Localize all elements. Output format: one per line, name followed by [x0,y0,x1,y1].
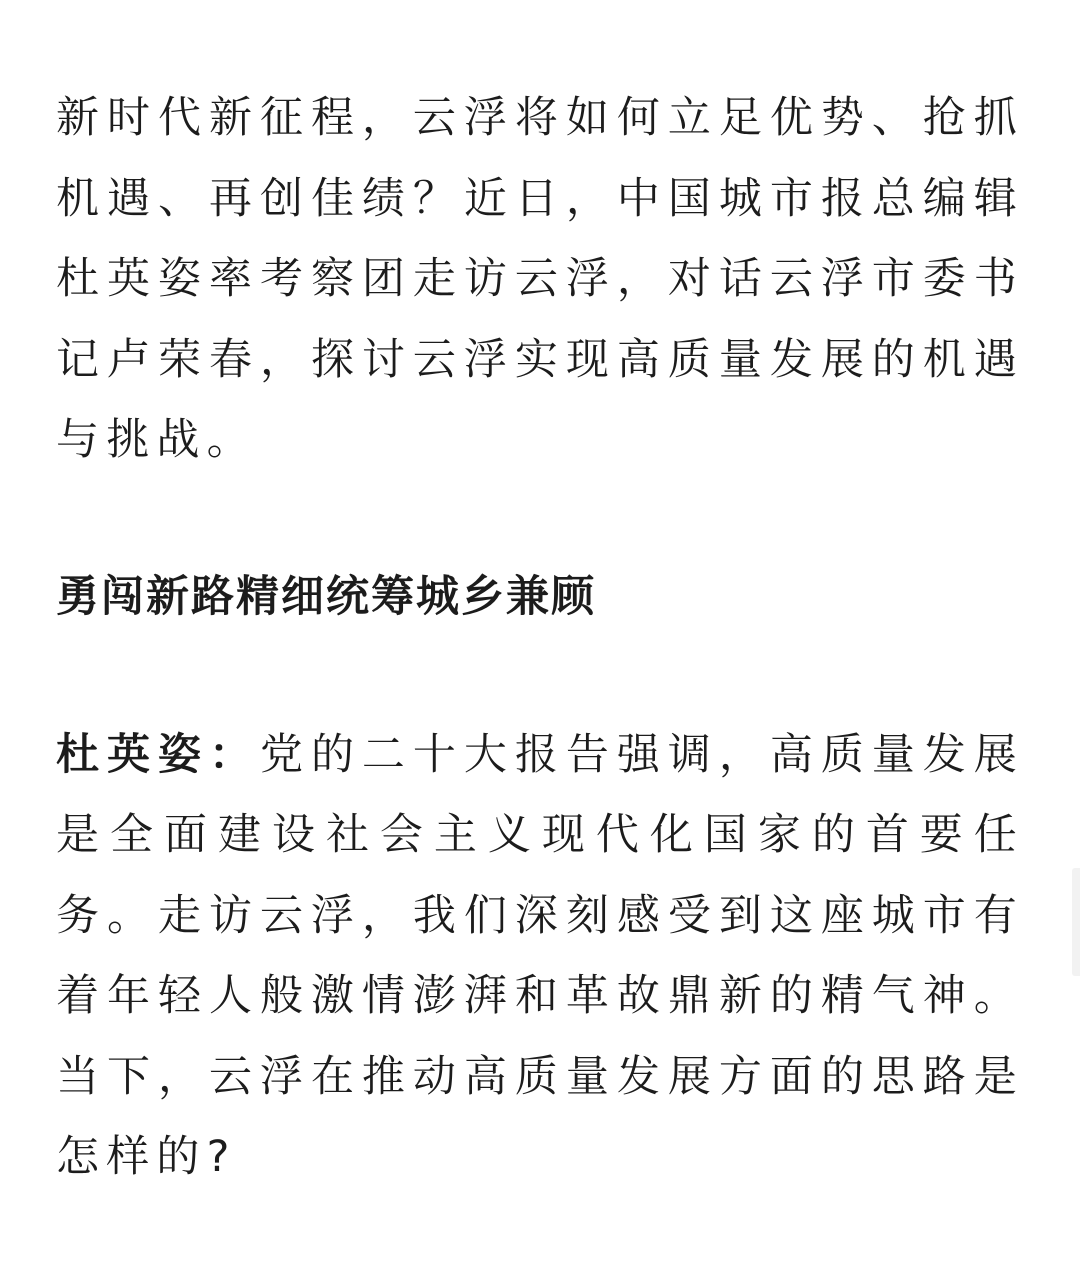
section-heading: 勇闯新路精细统筹城乡兼顾 [56,571,596,622]
question-paragraph [56,715,1024,1198]
question-text: 党的二十大报告强调，高质量发展是全面建设社会主义现代化国家的首要任务。走访云浮，我们深刻感受到这座城市有着年轻人般激情澎湃和革故鼎新的精气神。当下，云浮在推动高质量发展方面的思路是怎样的? [56,729,1024,1182]
scrollbar-thumb[interactable] [1072,868,1080,976]
speaker-name: 杜英姿： [56,729,260,780]
intro-paragraph: 新时代新征程，云浮将如何立足优势、抢抓机遇、再创佳绩？近日，中国城市报总编辑杜英姿率考察团走访云浮，对话云浮市委书记卢荣春，探讨云浮实现高质量发展的机遇与挑战。 [56,93,1024,465]
article-body [56,78,1024,1198]
